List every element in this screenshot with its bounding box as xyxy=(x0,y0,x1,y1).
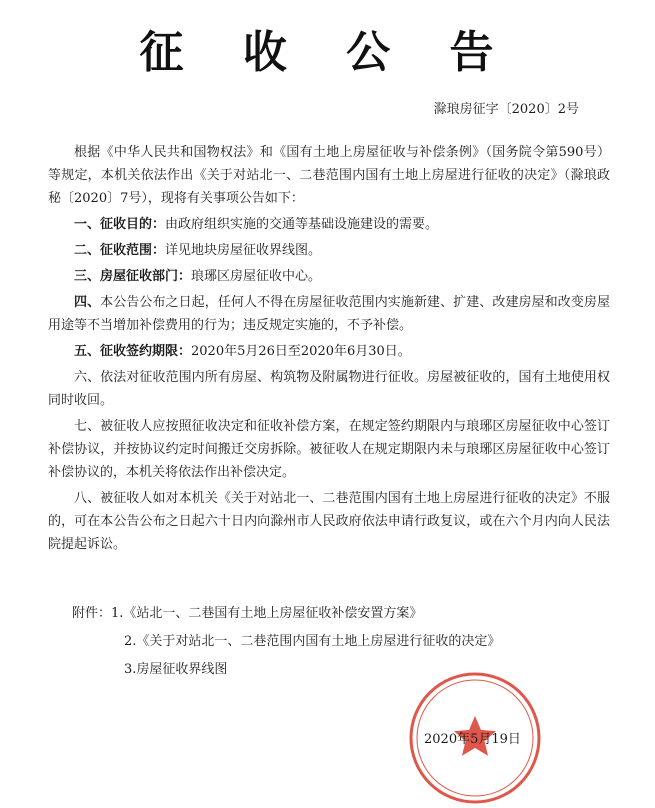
paragraph-purpose: 一、征收目的：由政府组织实施的交通等基础设施建设的需要。 xyxy=(74,217,439,232)
notice-title: 征 收 公 告 xyxy=(139,27,516,78)
attachment-item: 附件：1.《站北一、二巷国有土地上房屋征收补偿安置方案》 xyxy=(72,606,423,621)
paragraph-agreement: 七、被征收人应按照征收决定和征收补偿方案，在规定签约期限内与琅琊区房屋征收中心签订补偿协议，并按协议约定时间搬迁交房拆除。被征收人在规定期限内未与琅琊区房屋征收中心签订补偿协议的，本机关将依法作出补偿决定。 xyxy=(48,419,610,480)
paragraph-intro: 根据《中华人民共和国物权法》和《国有土地上房屋征收与补偿条例》（国务院令第590号）等规定，本机关依法作出《关于对站北一、二巷范围内国有土地上房屋进行征收的决定》（滁琅政秘〔2020〕7号），现将有关事项公告如下： xyxy=(48,145,610,206)
attachments-label: 附件： xyxy=(72,606,112,621)
paragraph-department: 三、房屋征收部门：琅琊区房屋征收中心。 xyxy=(74,269,322,284)
paragraph-scope: 二、征收范围：详见地块房屋征收界线图。 xyxy=(74,243,322,258)
issue-date: 2020年5月19日 xyxy=(424,732,521,747)
paragraph-appeal: 八、被征收人如对本机关《关于对站北一、二巷范围内国有土地上房屋进行征收的决定》不服的，可在本公告公布之日起六十日内向滁州市人民政府依法申请行政复议，或在六个月内向人民法院提起诉讼。 xyxy=(48,491,610,552)
document-number: 滁琅房征字〔2020〕2号 xyxy=(433,102,579,117)
attachment-item: 2.《关于对站北一、二巷范围内国有土地上房屋进行征收的决定》 xyxy=(124,634,501,649)
notice-body xyxy=(48,141,610,559)
paragraph-signing-period: 五、征收签约期限：2020年5月26日至2020年6月30日。 xyxy=(74,344,411,359)
paragraph-restriction: 四、本公告公布之日起，任何人不得在房屋征收范围内实施新建、扩建、改建房屋和改变房屋用途等不当增加补偿费用的行为；违反规定实施的，不予补偿。 xyxy=(48,295,610,333)
attachment-item: 3.房屋征收界线图 xyxy=(124,662,228,677)
paragraph-land-use: 六、依法对征收范围内所有房屋、构筑物及附属物进行征收。房屋被征收的，国有土地使用权同时收回。 xyxy=(48,370,610,408)
